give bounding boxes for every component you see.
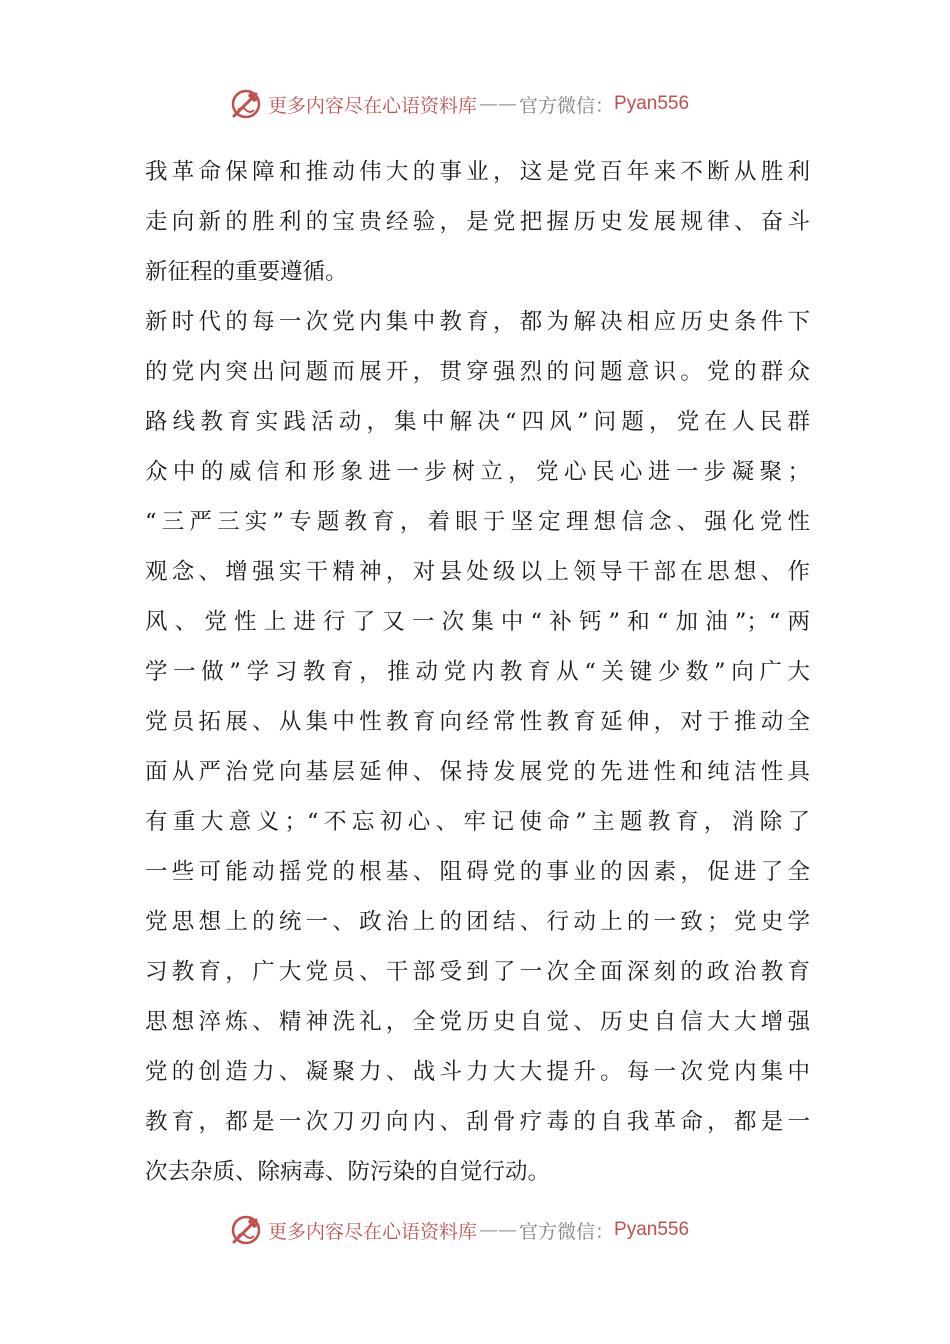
body-line: 新时代的每一次党内集中教育，都为解决相应历史条件下 — [145, 309, 810, 335]
body-line: “三严三实”专题教育，着眼于坚定理想信念、强化党性 — [145, 509, 810, 535]
body-line: 走向新的胜利的宝贵经验，是党把握历史发展规律、奋斗 — [145, 209, 810, 235]
body-line: 风、党性上进行了又一次集中“补钙”和“加油”；“两 — [145, 609, 810, 635]
body-line: 众中的威信和形象进一步树立，党心民心进一步凝聚； — [145, 459, 810, 485]
header-watermark — [228, 86, 748, 122]
body-line: 教育，都是一次刀刃向内、刮骨疗毒的自我革命，都是一 — [145, 1109, 810, 1135]
footer-wechat-id: Pyan556 — [614, 1219, 690, 1240]
body-line: 观念、增强实干精神，对县处级以上领导干部在思想、作 — [145, 559, 810, 585]
header-brand-text: 更多内容尽在心语资料库 — [268, 94, 478, 117]
footer-brand-text: 更多内容尽在心语资料库 — [268, 1220, 478, 1243]
body-line: 我革命保障和推动伟大的事业，这是党百年来不断从胜利 — [145, 159, 810, 185]
pen-logo-icon — [228, 1212, 264, 1248]
body-line: 党员拓展、从集中性教育向经常性教育延伸，对于推动全 — [145, 709, 810, 735]
body-line: 路线教育实践活动，集中解决“四风”问题，党在人民群 — [145, 409, 810, 435]
header-dash: —— — [479, 93, 518, 115]
body-line: 次去杂质、除病毒、防污染的自觉行动。 — [145, 1159, 551, 1185]
body-line: 习教育，广大党员、干部受到了一次全面深刻的政治教育 — [145, 959, 810, 985]
header-wechat-id: Pyan556 — [614, 93, 690, 114]
pen-logo-icon — [228, 86, 264, 122]
body-line: 学一做”学习教育，推动党内教育从“关键少数”向广大 — [145, 659, 810, 685]
body-line: 的党内突出问题而展开，贯穿强烈的问题意识。党的群众 — [145, 359, 810, 385]
footer-watermark — [228, 1212, 748, 1248]
body-line: 党思想上的统一、政治上的团结、行动上的一致；党史学 — [145, 909, 810, 935]
body-line: 思想淬炼、精神洗礼，全党历史自觉、历史自信大大增强 — [145, 1009, 810, 1035]
footer-wechat-label: 官方微信： — [519, 1220, 615, 1243]
document-body — [145, 147, 810, 1197]
header-wechat-label: 官方微信： — [519, 94, 615, 117]
body-line: 新征程的重要遵循。 — [145, 259, 348, 285]
body-line: 有重大意义；“不忘初心、牢记使命”主题教育，消除了 — [145, 809, 810, 835]
body-line: 一些可能动摇党的根基、阻碍党的事业的因素，促进了全 — [145, 859, 810, 885]
footer-dash: —— — [479, 1219, 518, 1241]
body-line: 面从严治党向基层延伸、保持发展党的先进性和纯洁性具 — [145, 759, 810, 785]
body-line: 党的创造力、凝聚力、战斗力大大提升。每一次党内集中 — [145, 1059, 810, 1085]
